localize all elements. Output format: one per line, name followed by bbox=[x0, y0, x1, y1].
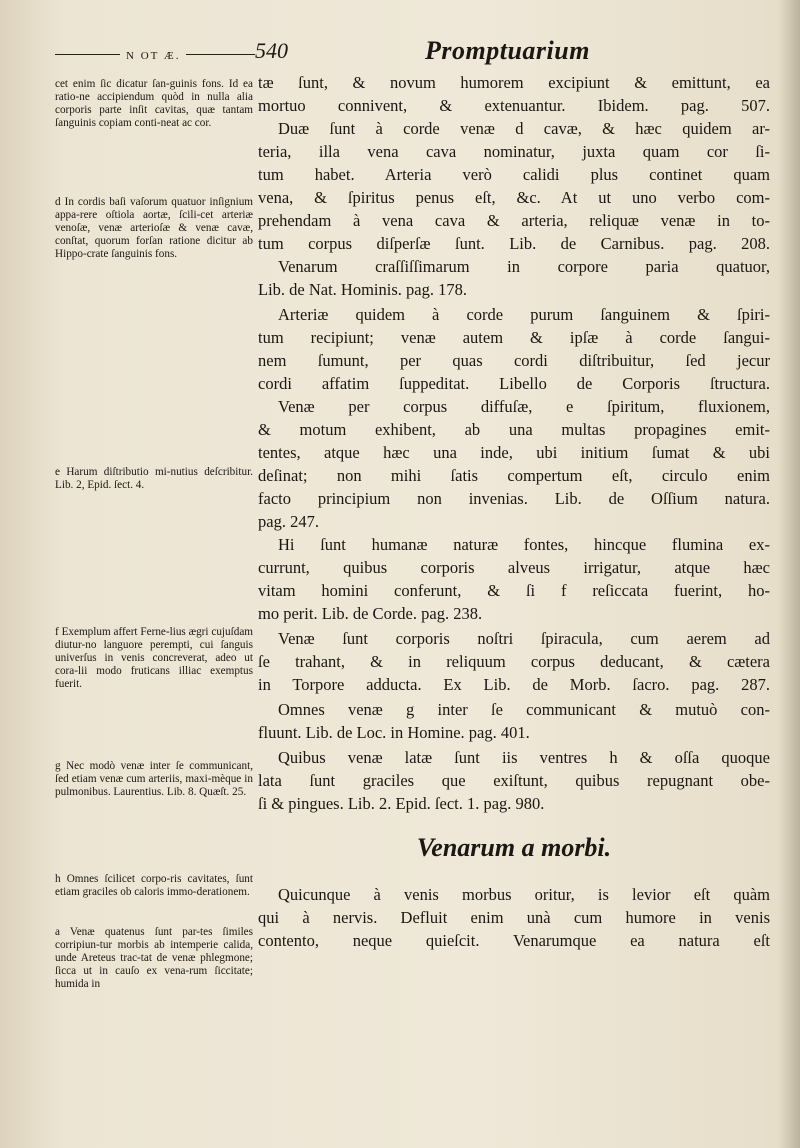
notae-heading: N OT Æ. bbox=[120, 50, 186, 62]
text-line: tum habet. Arteria verò calidi plus continet quam bbox=[258, 165, 770, 184]
text-line: in Torpore adducta. Ex Lib. de Morb. ſacro. pag. 287. bbox=[258, 675, 770, 694]
text-line: & motum exhibent, ab una multas propagines emit- bbox=[258, 420, 770, 439]
text-line: tum recipiunt; venæ autem & ipſæ à corde ſangui- bbox=[258, 328, 770, 347]
text-line: pag. 247. bbox=[258, 512, 319, 531]
margin-note: h Omnes ſcilicet corpo-ris cavitates, ſunt etiam graciles ob caloris immo-derationem. bbox=[55, 873, 253, 898]
text-line: ſe trahant, & in reliquum corpus deducant, & cætera bbox=[258, 652, 770, 671]
text-line: Venarum craſſiſſimarum in corpore paria quatuor, bbox=[278, 257, 770, 276]
text-line: lata ſunt graciles que exiſtunt, quibus repugnant obe- bbox=[258, 771, 770, 790]
margin-note: a Venæ quatenus ſunt par-tes ſimiles corripiun-tur morbis ab intemperie calida, unde Areteus trac-tat de venæ phlegmone; ſicca ut in cauſo ex vena-rum ſiccitate; humida in bbox=[55, 926, 253, 990]
margin-note: d In cordis baſi vaſorum quatuor inſignium appa-rere oſtiola aortæ, ſcili-cet arteriæ venoſæ, venæ arterioſæ & venæ cavæ, conſtat, quorum forſan ratione dicitur ab Hippo-crate ſanguinis fons. bbox=[55, 196, 253, 260]
text-line: Venæ ſunt corporis noſtri ſpiracula, cum aerem ad bbox=[278, 629, 770, 648]
text-line: tentes, atque hæc una inde, ubi initium ſumat & ubi bbox=[258, 443, 770, 462]
text-line: currunt, quibus corporis alveus irrigatur, atque hæc bbox=[258, 558, 770, 577]
running-title: Promptuarium bbox=[425, 36, 590, 65]
text-line: vitam homini conferunt, & ſi f reſiccata fuerint, ho- bbox=[258, 581, 770, 600]
text-line: ſi & pingues. Lib. 2. Epid. ſect. 1. pag. 980. bbox=[258, 794, 545, 813]
text-line: Quicunque à venis morbus oritur, is levior eſt quàm bbox=[278, 885, 770, 904]
text-line: mortuo connivent, & extenuantur. Ibidem. pag. 507. bbox=[258, 96, 770, 115]
page-edge-shadow bbox=[778, 0, 800, 1148]
page-header bbox=[55, 38, 775, 72]
text-line: Venæ per corpus diffuſæ, e ſpiritum, fluxionem, bbox=[278, 397, 770, 416]
text-line: Hi ſunt humanæ naturæ fontes, hincque flumina ex- bbox=[278, 535, 770, 554]
text-line: Omnes venæ g inter ſe communicant & mutuò con- bbox=[278, 700, 770, 719]
page-number: 540 bbox=[255, 38, 288, 63]
text-line: cordi affatim ſuppeditat. Libello de Corporis ſtructura. bbox=[258, 374, 770, 393]
text-line: tæ ſunt, & novum humorem excipiunt & emittunt, ea bbox=[258, 73, 770, 92]
text-line: tum corpus diſperſæ ſunt. Lib. de Carnibus. pag. 208. bbox=[258, 234, 770, 253]
text-line: contento, neque quieſcit. Venarumque ea natura eſt bbox=[258, 931, 770, 950]
text-line: Arteriæ quidem à corde purum ſanguinem & ſpiri- bbox=[278, 305, 770, 324]
text-line: deſinat; non mihi ſatis compertum eſt, circulo enim bbox=[258, 466, 770, 485]
text-line: Lib. de Nat. Hominis. pag. 178. bbox=[258, 280, 467, 299]
text-line: mo perit. Lib. de Corde. pag. 238. bbox=[258, 604, 483, 623]
text-line: Quibus venæ latæ ſunt iis ventres h & oſſa quoque bbox=[278, 748, 770, 767]
text-line: prehendam à vena cava & arteria, reliquæ venæ in to- bbox=[258, 211, 770, 230]
margin-note: e Harum diſtributio mi-nutius deſcribitur. Lib. 2, Epid. ſect. 4. bbox=[55, 466, 253, 491]
text-line: qui à nervis. Defluit enim unà cum humore in venis bbox=[258, 908, 770, 927]
margin-note: g Nec modò venæ inter ſe communicant, ſed etiam venæ cum arteriis, maxi-mèque in pulmonibus. Laurentius. Lib. 8. Quæſt. 25. bbox=[55, 760, 253, 798]
text-line: teria, illa vena cava nominatur, juxta quam cor ſi- bbox=[258, 142, 770, 161]
margin-note: f Exemplum affert Ferne-lius ægri cujuſdam diutur-no languore perempti, cui ſanguis univerſus in venis concreverat, adeo ut cora-lii modo fruticans illiac exemptus fuerit. bbox=[55, 626, 253, 690]
section-heading: Venarum a morbi. bbox=[416, 833, 612, 862]
text-line: facto principium non invenias. Lib. de Oſſium natura. bbox=[258, 489, 770, 508]
margin-note: cet enim ſic dicatur ſan-guinis fons. Id ea ratio-ne accipiendum quòd in nulla alia corporis parte inſit cavitas, quæ tantam ſanguinis copiam conti-neat ac cor. bbox=[55, 78, 253, 129]
text-line: vena, & ſpiritus penus eſt, &c. At ut uno verbo com- bbox=[258, 188, 770, 207]
text-line: fluunt. Lib. de Loc. in Homine. pag. 401. bbox=[258, 723, 530, 742]
text-line: nem ſumunt, per quas cordi diſtribuitur, ſed jecur bbox=[258, 351, 770, 370]
text-line: Duæ ſunt à corde venæ d cavæ, & hæc quidem ar- bbox=[278, 119, 770, 138]
